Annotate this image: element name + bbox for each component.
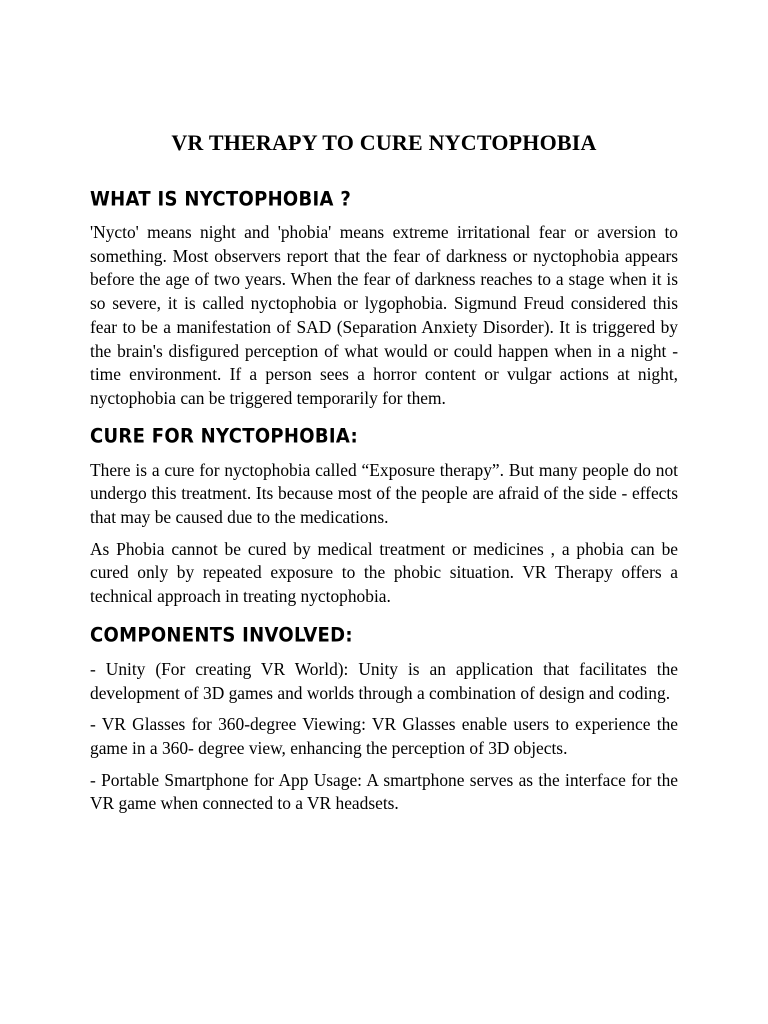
section-heading-components: COMPONENTS INVOLVED:	[90, 623, 353, 647]
paragraph-vr-therapy: As Phobia cannot be cured by medical treatment or medicines , a phobia can be cured only by repeated exposure to the phobic situation. VR Therapy offers a technical approach in treating nyctophobia.	[90, 538, 678, 607]
paragraph-exposure-therapy: There is a cure for nyctophobia called “Exposure therapy”. But many people do not undergo this treatment. Its because most of the people are afraid of the side - effects that may be caused due to the medications.	[90, 459, 678, 528]
paragraph-definition: 'Nycto' means night and 'phobia' means extreme irritational fear or aversion to something. Most observers report that the fear of darkness or nyctophobia appears before the age of two years. When the fear of darkness reaches to a stage when it is so severe, it is called nyctophobia or lygophobia. Sigmund Freud considered this fear to be a manifestation of SAD (Separation Anxiety Disorder). It is triggered by the brain's disfigured perception of what would or could happen when in a night - time environment. If a person sees a horror content or vulgar actions at night, nyctophobia can be triggered temporarily for them.	[90, 222, 678, 408]
document-page	[90, 126, 678, 816]
paragraph-component-unity: - Unity (For creating VR World): Unity is an application that facilitates the development of 3D games and worlds through a combination of design and coding.	[90, 658, 678, 703]
section-heading-what-is-nyctophobia: WHAT IS NYCTOPHOBIA ?	[90, 188, 352, 211]
paragraph-component-smartphone: - Portable Smartphone for App Usage: A smartphone serves as the interface for the VR game when connected to a VR headsets.	[90, 769, 678, 814]
section-heading-cure: CURE FOR NYCTOPHOBIA:	[90, 424, 358, 448]
document-title: VR THERAPY TO CURE NYCTOPHOBIA	[171, 130, 597, 155]
paragraph-component-vr-glasses: - VR Glasses for 360-degree Viewing: VR Glasses enable users to experience the game in a 360- degree view, enhancing the perception of 3D objects.	[90, 714, 678, 758]
